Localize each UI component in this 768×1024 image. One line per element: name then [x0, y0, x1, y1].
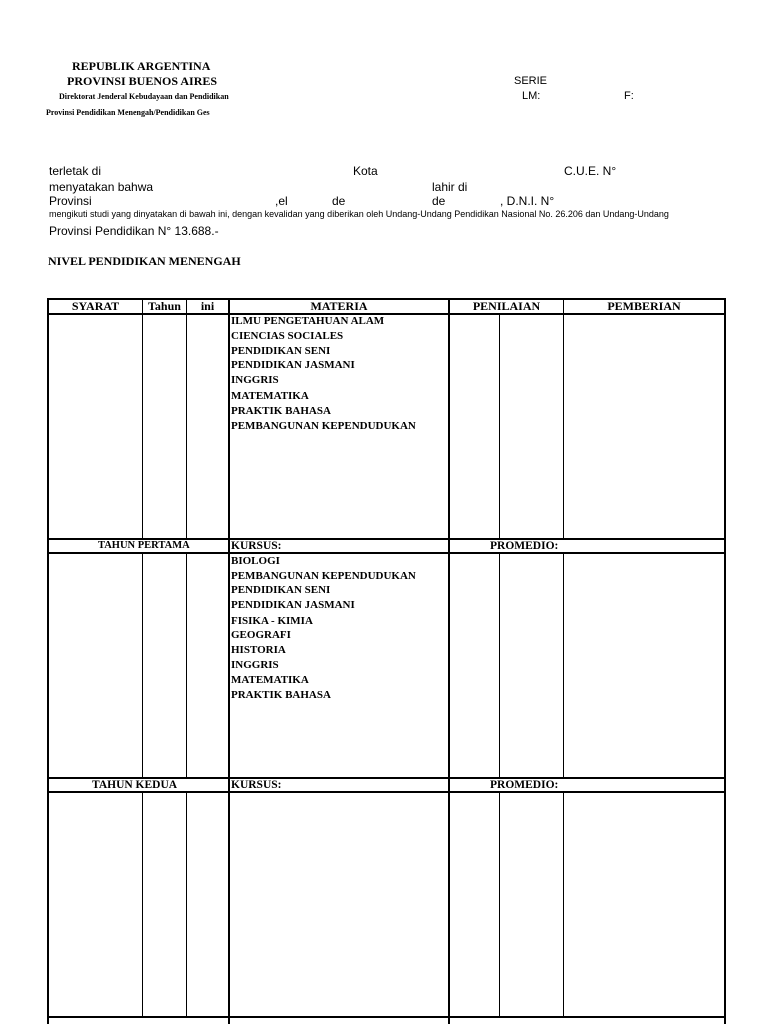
header-pemberian: PEMBERIAN — [607, 299, 681, 313]
col-divider — [448, 792, 450, 1017]
subject-row: CIENCIAS SOCIALES — [231, 330, 344, 342]
col-divider — [448, 538, 450, 554]
col-divider — [448, 1016, 450, 1024]
col-divider — [142, 553, 143, 778]
band1-kursus: KURSUS: — [231, 540, 282, 552]
col-divider — [186, 792, 187, 1017]
subject-row: PENDIDIKAN JASMANI — [231, 359, 355, 371]
col-divider — [448, 777, 450, 793]
header-province: PROVINSI BUENOS AIRES — [67, 74, 218, 88]
legal-statement: mengikuti studi yang dinyatakan di bawah ini, dengan kevalidan yang diberikan oleh Undang-Undang Pendidikan Nasional No. 26.206 dan Undang-Undang — [49, 209, 669, 219]
header-directorate: Direktorat Jenderal Kebudayaan dan Pendidikan — [59, 92, 229, 101]
dni-label: , D.N.I. N° — [500, 194, 555, 208]
table-header-bottom-border — [47, 313, 726, 315]
subject-row: PENDIDIKAN SENI — [231, 584, 331, 596]
header-penilaian: PENILAIAN — [472, 299, 541, 313]
col-divider — [563, 314, 564, 539]
col-divider — [142, 314, 143, 539]
subject-row: PEMBANGUNAN KEPENDUDUKAN — [231, 570, 416, 582]
header-country: REPUBLIK ARGENTINA — [72, 59, 211, 73]
col-divider — [228, 777, 230, 793]
menyatakan-label: menyatakan bahwa — [49, 180, 154, 194]
subject-row: PENDIDIKAN JASMANI — [231, 599, 355, 611]
band1-promedio: PROMEDIO: — [490, 540, 559, 552]
subject-row: HISTORIA — [231, 644, 286, 656]
col-divider — [228, 538, 230, 554]
col-divider — [499, 792, 500, 1017]
subject-row: BIOLOGI — [231, 555, 280, 567]
subject-row: INGGRIS — [231, 659, 279, 671]
subject-row: PEMBANGUNAN KEPENDUDUKAN — [231, 420, 416, 432]
provinsi-pendidikan-law: Provinsi Pendidikan N° 13.688.- — [49, 224, 219, 238]
col-divider — [228, 553, 230, 778]
col-divider — [228, 1016, 230, 1024]
header-tahun: Tahun — [148, 299, 181, 313]
serie-label: SERIE — [514, 75, 548, 87]
col-divider — [142, 792, 143, 1017]
col-divider — [563, 553, 564, 778]
subject-row: FISIKA - KIMIA — [231, 615, 313, 627]
col-divider — [186, 314, 187, 539]
provinsi-label: Provinsi — [49, 194, 92, 208]
col-divider — [228, 792, 230, 1017]
subject-row: MATEMATIKA — [231, 674, 309, 686]
subject-row: PRAKTIK BAHASA — [231, 689, 331, 701]
de-label-1: de — [332, 194, 346, 208]
band2-promedio: PROMEDIO: — [490, 779, 559, 791]
subject-row: GEOGRAFI — [231, 629, 291, 641]
band1-year: TAHUN PERTAMA — [98, 540, 190, 551]
header-ini: ini — [200, 299, 215, 313]
f-label: F: — [624, 90, 634, 102]
header-syarat: SYARAT — [71, 299, 120, 313]
lahir-label: lahir di — [432, 180, 468, 194]
lm-label: LM: — [522, 90, 541, 102]
col-divider — [499, 314, 500, 539]
terletak-label: terletak di — [49, 164, 102, 178]
col-divider — [186, 553, 187, 778]
col-divider — [448, 314, 450, 539]
subject-row: PRAKTIK BAHASA — [231, 405, 331, 417]
subject-row: ILMU PENGETAHUAN ALAM — [231, 315, 385, 327]
col-divider — [499, 553, 500, 778]
el-label: ,el — [275, 194, 288, 208]
de-label-2: de — [432, 194, 446, 208]
kota-label: Kota — [353, 164, 378, 178]
subject-row: INGGRIS — [231, 374, 279, 386]
table-left-border — [47, 298, 49, 1024]
cue-label: C.U.E. N° — [564, 164, 617, 178]
band2-year: TAHUN KEDUA — [92, 779, 178, 791]
subject-row: PENDIDIKAN SENI — [231, 345, 331, 357]
header-education-office: Provinsi Pendidikan Menengah/Pendidikan Ges — [46, 108, 210, 117]
band2-kursus: KURSUS: — [231, 779, 282, 791]
table-right-border — [724, 298, 726, 1024]
subject-row: MATEMATIKA — [231, 390, 309, 402]
col-divider — [228, 314, 230, 539]
col-divider — [563, 792, 564, 1017]
band3-top-border — [47, 1016, 726, 1018]
header-materia: MATERIA — [310, 299, 368, 313]
col-divider — [448, 553, 450, 778]
level-title: NIVEL PENDIDIKAN MENENGAH — [48, 254, 241, 268]
